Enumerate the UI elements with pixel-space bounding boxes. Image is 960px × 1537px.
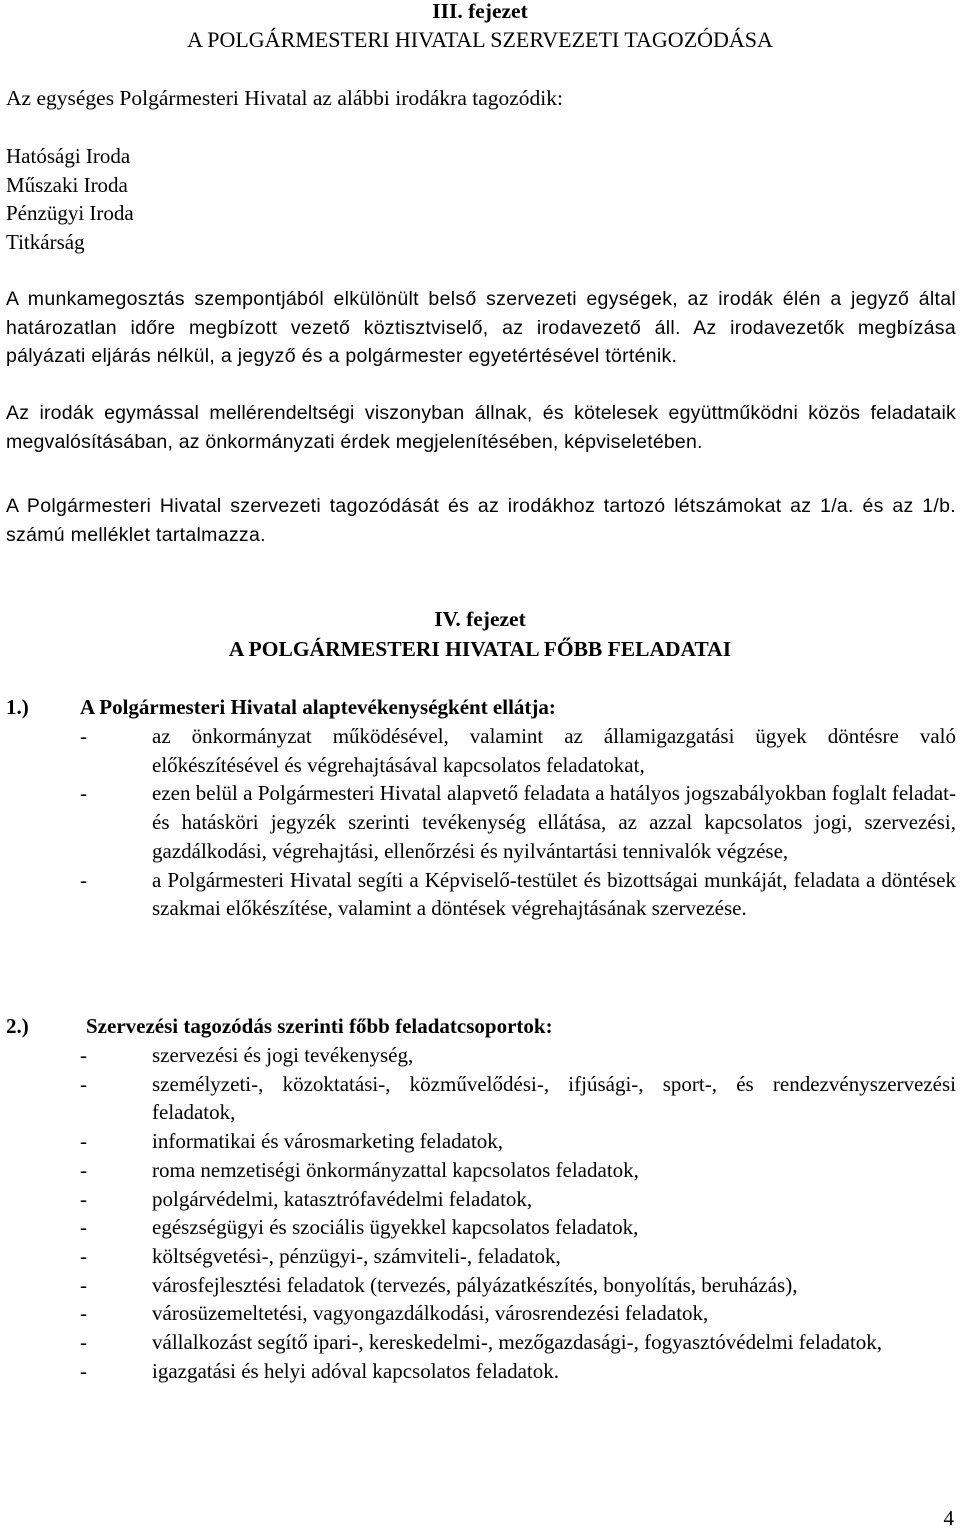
list-item-text: költségvetési-, pénzügyi-, számviteli-, feladatok, — [152, 1243, 561, 1268]
list-item-text: roma nemzetiségi önkormányzattal kapcsolatos feladatok, — [152, 1157, 639, 1182]
section1-number: 1.) — [6, 695, 29, 719]
section1-heading: A Polgármesteri Hivatal alaptevékenységként ellátja: — [80, 695, 556, 719]
dash-marker: - — [80, 1330, 87, 1355]
chapter3-paragraph-3: A Polgármesteri Hivatal szervezeti tagozódását és az irodákhoz tartozó létszámokat az 1/a. és az 1/b. számú melléklet tartalmazza. — [6, 495, 956, 546]
section2-heading: Szervezési tagozódás szerinti főbb feladatcsoportok: — [86, 1014, 553, 1038]
dash-marker: - — [80, 1301, 87, 1326]
office-item: Műszaki Iroda — [6, 172, 128, 197]
list-item — [80, 722, 956, 779]
list-item-text: polgárvédelmi, katasztrófavédelmi feladatok, — [152, 1186, 533, 1211]
chapter3-paragraph-1: A munkamegosztás szempontjából elkülönült belső szervezeti egységek, az irodák élén a jegyző által határozatlan időre megbízott vezető köztisztviselő, az irodavezető áll. Az irodavezetők megbízása pályázati eljárás nélkül, a jegyző és a polgármester egyetértésével történik. — [6, 288, 956, 367]
chapter3-title: A POLGÁRMESTERI HIVATAL SZERVEZETI TAGOZÓDÁSA — [187, 27, 773, 52]
chapter3-paragraph-2: Az irodák egymással mellérendeltségi viszonyban állnak, és kötelesek együttműködni közös feladataik megvalósításában, az önkormányzati érdek megjelenítésében, képviseletében. — [6, 402, 956, 453]
dash-marker: - — [80, 724, 87, 748]
list-item-text: az önkormányzat működésével, valamint az államigazgatási ügyek döntésre való előkészítésével és végrehajtásával kapcsolatos feladatokat, — [152, 724, 956, 777]
section2-list — [80, 1041, 956, 1385]
dash-marker: - — [80, 1129, 87, 1154]
office-item: Pénzügyi Iroda — [6, 201, 134, 225]
dash-marker: - — [80, 1358, 87, 1383]
section2-number: 2.) — [6, 1014, 29, 1038]
list-item — [80, 1127, 956, 1156]
list-item — [80, 1242, 956, 1271]
list-item — [80, 1357, 956, 1386]
list-item-text: igazgatási és helyi adóval kapcsolatos feladatok. — [152, 1358, 560, 1383]
list-item — [80, 1328, 956, 1357]
list-item-text: személyzeti-, közoktatási-, közművelődési-, ifjúsági-, sport-, és rendezvényszervezési feladatok, — [152, 1071, 956, 1125]
chapter4-title: A POLGÁRMESTERI HIVATAL FŐBB FELADATAI — [228, 637, 732, 661]
dash-marker: - — [80, 1071, 87, 1096]
section1-list — [80, 722, 956, 923]
list-item — [80, 1271, 956, 1300]
list-item-text: szervezési és jogi tevékenység, — [152, 1043, 414, 1067]
list-item-text: városfejlesztési feladatok (tervezés, pályázatkészítés, bonyolítás, beruházás), — [152, 1272, 798, 1297]
dash-marker: - — [80, 1272, 87, 1297]
page-number: 4 — [943, 1506, 954, 1530]
list-item — [80, 1156, 956, 1185]
list-item — [80, 1213, 956, 1242]
office-item: Hatósági Iroda — [6, 144, 131, 168]
office-item: Titkárság — [6, 229, 85, 254]
chapter4-number: IV. fejezet — [434, 607, 526, 631]
list-item — [80, 1070, 956, 1127]
list-item — [80, 1299, 956, 1328]
list-item-text: egészségügyi és szociális ügyekkel kapcsolatos feladatok, — [152, 1215, 639, 1240]
dash-marker: - — [80, 781, 87, 806]
list-item — [80, 1041, 956, 1070]
dash-marker: - — [80, 1243, 87, 1268]
list-item-text: informatikai és városmarketing feladatok, — [152, 1129, 504, 1154]
chapter3-intro: Az egységes Polgármesteri Hivatal az alábbi irodákra tagozódik: — [6, 86, 564, 110]
list-item-text: városüzemeltetési, vagyongazdálkodási, városrendezési feladatok, — [152, 1301, 709, 1326]
list-item — [80, 866, 956, 923]
list-item-text: ezen belül a Polgármesteri Hivatal alapvető feladata a hatályos jogszabályokban foglalt feladat- és hatásköri jegyzék szerinti tevékenység ellátása, az azzal kapcsolatos jogi, szervezési, gazdálkodási, végrehajtási, ellenőrzési és nyilvántartási tennivalók végzése, — [152, 781, 956, 863]
list-item-text: a Polgármesteri Hivatal segíti a Képviselő-testület és bizottságai munkáját, feladata a döntések szakmai előkészítése, valamint a döntések végrehajtásának szervezése. — [152, 867, 956, 921]
list-item-text: vállalkozást segítő ipari-, kereskedelmi-, mezőgazdasági-, fogyasztóvédelmi feladatok, — [152, 1330, 883, 1355]
dash-marker: - — [80, 1215, 87, 1240]
office-list — [6, 142, 956, 256]
dash-marker: - — [80, 867, 87, 892]
list-item — [80, 779, 956, 865]
chapter3-number: III. fejezet — [432, 0, 528, 23]
dash-marker: - — [80, 1157, 87, 1182]
list-item — [80, 1185, 956, 1214]
dash-marker: - — [80, 1186, 87, 1211]
dash-marker: - — [80, 1043, 87, 1067]
